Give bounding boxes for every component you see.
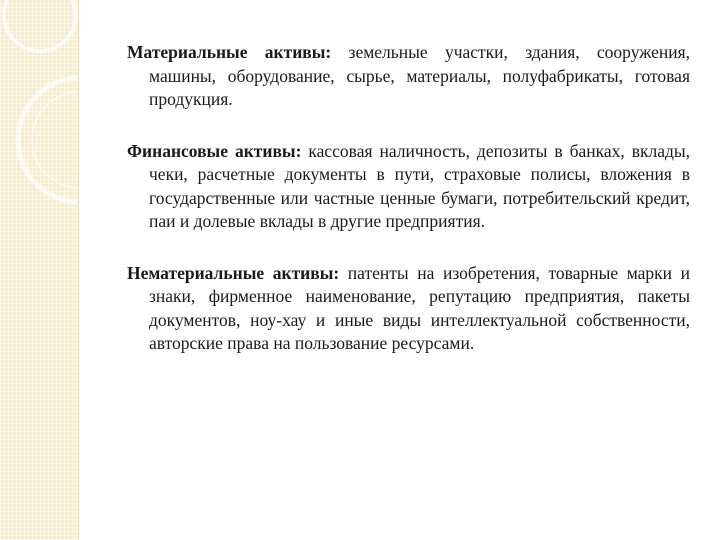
- term-tangible-assets: Материальные активы:: [127, 42, 332, 62]
- paragraph-financial-assets: [127, 140, 690, 234]
- paragraph-tangible-assets: [127, 41, 690, 112]
- definition-intangible-assets: патенты на изобретения, товарные марки и знаки, фирменное наименование, репутацию предприятия, пакеты документов, ноу-хау и иные виды интеллектуальной собственности, авторские права на пользование ресурсами.: [149, 262, 690, 353]
- decorative-sidebar: [0, 0, 79, 540]
- definition-tangible-assets: земельные участки, здания, сооружения, машины, оборудование, сырье, материалы, полуфабрикаты, готовая продукция.: [149, 42, 691, 109]
- term-financial-assets: Финансовые активы:: [127, 140, 302, 161]
- paragraph-intangible-assets: [127, 262, 690, 356]
- definition-financial-assets: кассовая наличность, депозиты в банках, вклады, чеки, расчетные документы в пути, страховые полисы, вложения в государственные или частные ценные бумаги, потребительский кредит, паи и долевые вклады в другие предприятия.: [149, 140, 690, 231]
- term-intangible-assets: Нематериальные активы:: [127, 262, 340, 283]
- decorative-circles: [0, 0, 78, 540]
- slide-content: [127, 41, 690, 356]
